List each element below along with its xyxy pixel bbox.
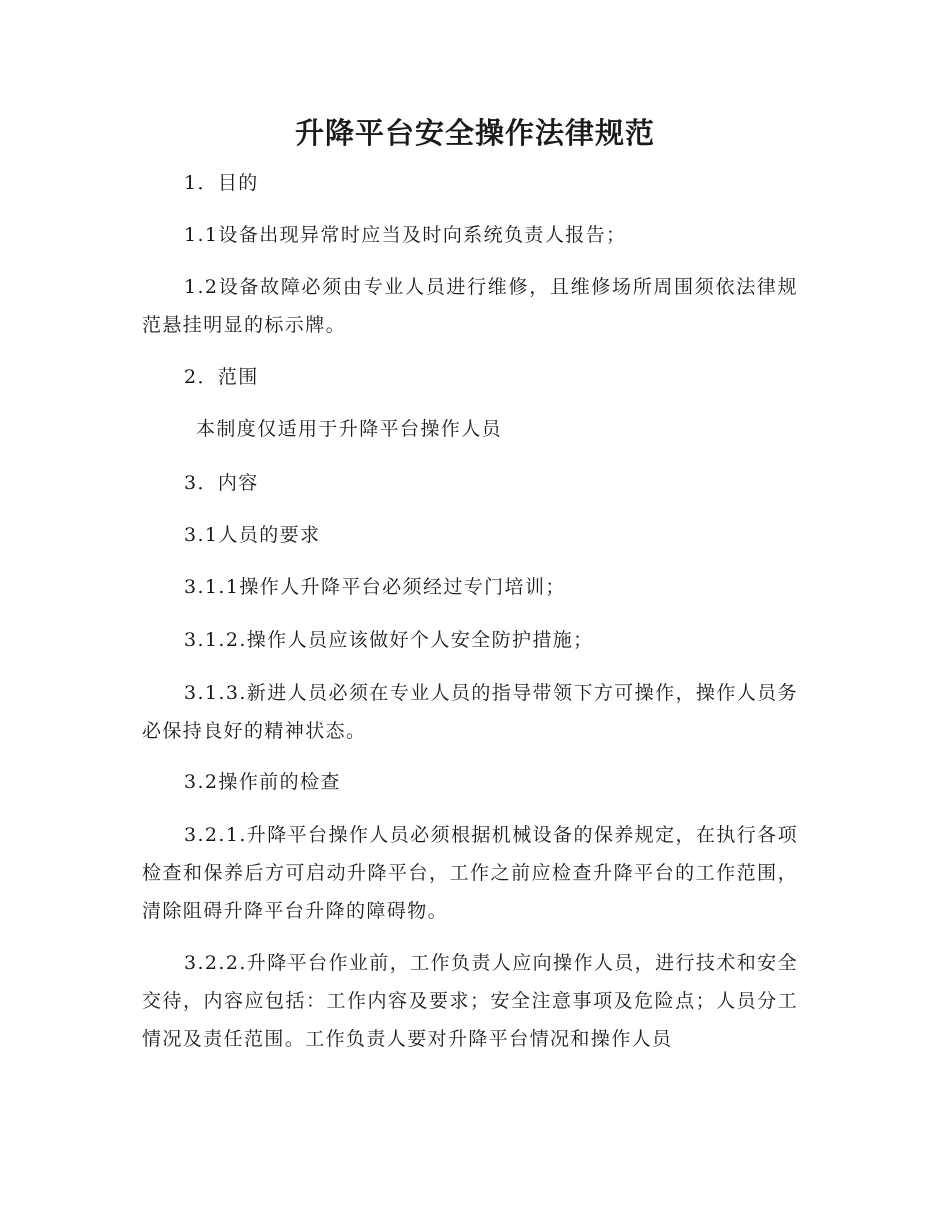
section-heading-purpose: 1．目的 xyxy=(184,172,259,194)
paragraph: 3.1.3.新进人员必须在专业人员的指导带领下方可操作，操作人员务必保持良好的精神状态。 xyxy=(142,682,798,742)
paragraph: 3.2.2.升降平台作业前，工作负责人应向操作人员，进行技术和安全交待，内容应包括：工作内容及要求；安全注意事项及危险点；人员分工情况及责任范围。工作负责人要对升降平台情况和操作人员 xyxy=(142,952,798,1050)
paragraph: 1.2设备故障必须由专业人员进行维修，且维修场所周围须依法律规范悬挂明显的标示牌。 xyxy=(142,276,798,336)
paragraph: 本制度仅适用于升降平台操作人员 xyxy=(196,418,503,440)
subsection-heading: 3.1人员的要求 xyxy=(184,524,321,546)
paragraph: 3.2.1.升降平台操作人员必须根据机械设备的保养规定，在执行各项检查和保养后方可启动升降平台，工作之前应检查升降平台的工作范围，清除阻碍升降平台升降的障碍物。 xyxy=(142,824,798,922)
paragraph: 3.1.2.操作人员应该做好个人安全防护措施； xyxy=(184,629,594,651)
paragraph: 3.1.1操作人升降平台必须经过专门培训； xyxy=(184,576,566,598)
section-heading-content: 3．内容 xyxy=(184,472,259,494)
paragraph: 1.1设备出现异常时应当及时向系统负责人报告； xyxy=(184,224,627,246)
document-title: 升降平台安全操作法律规范 xyxy=(294,116,655,150)
subsection-heading: 3.2操作前的检查 xyxy=(184,771,341,793)
section-heading-scope: 2．范围 xyxy=(184,366,259,388)
